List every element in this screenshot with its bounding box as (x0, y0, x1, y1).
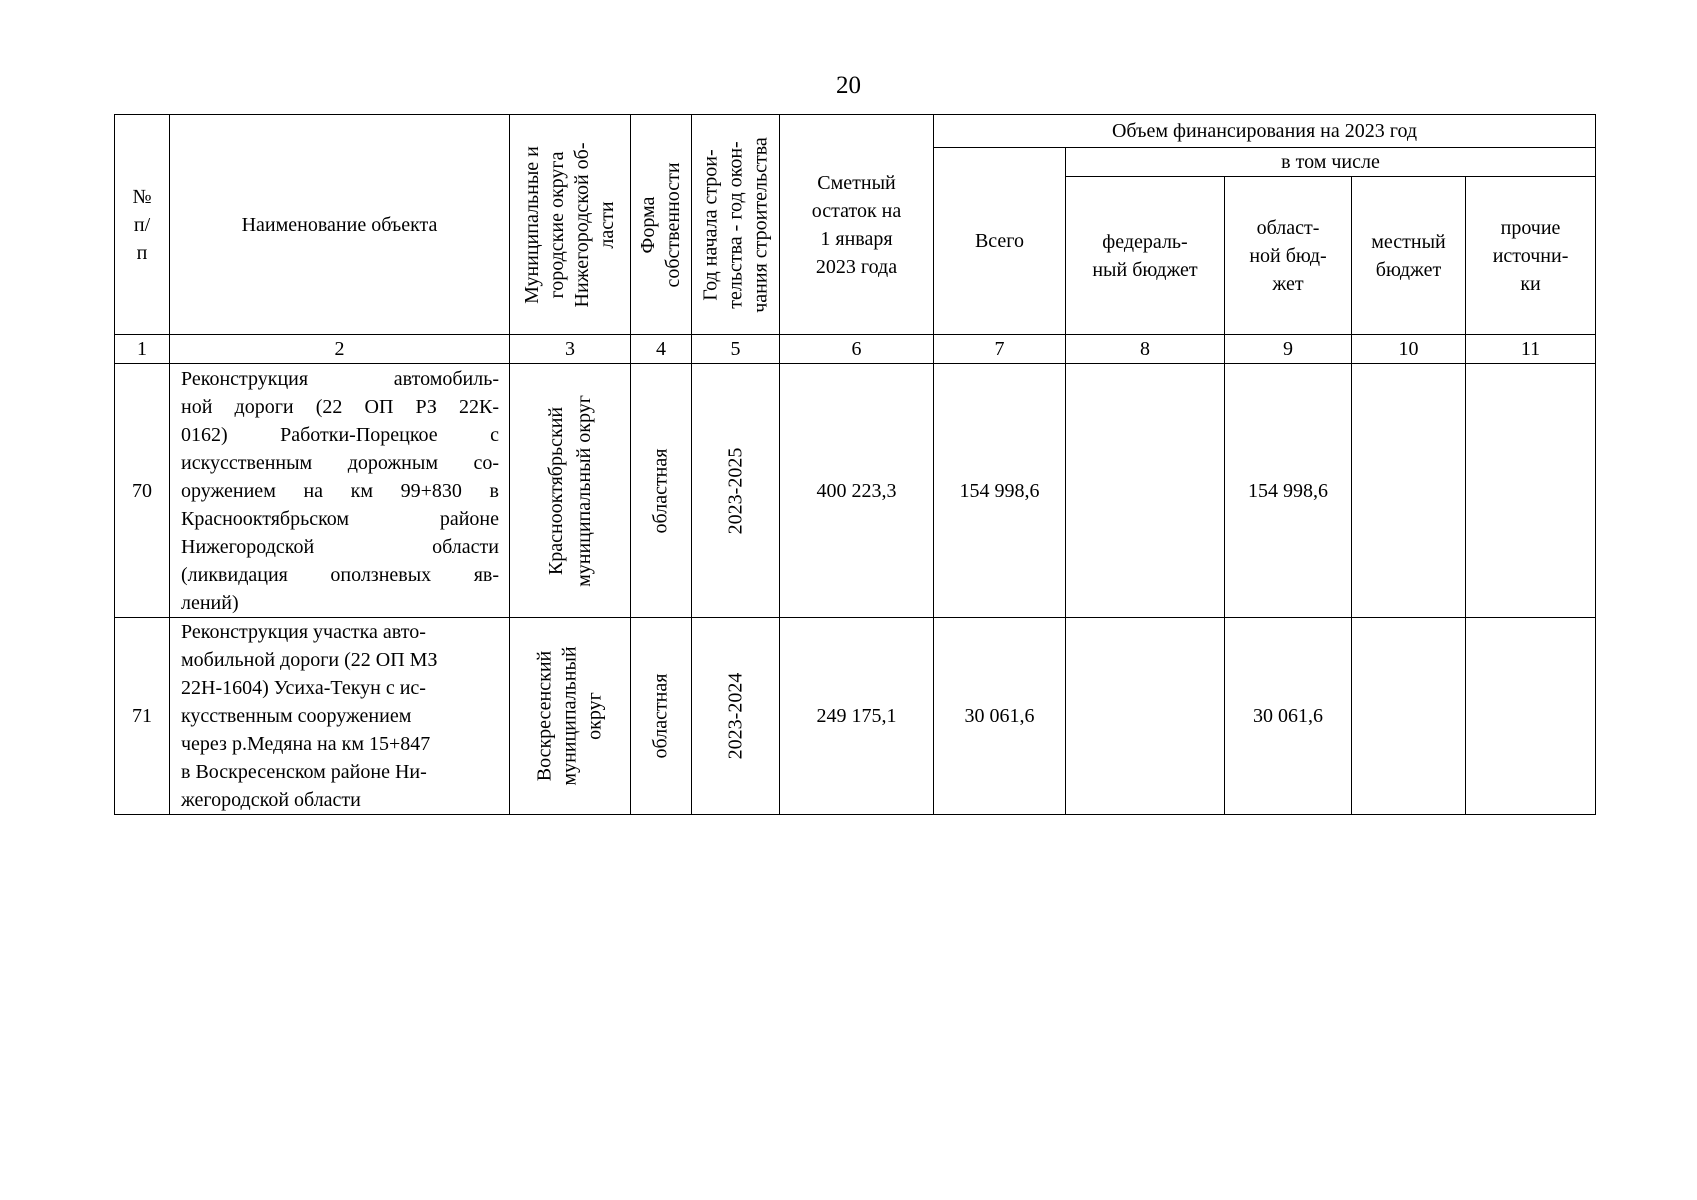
column-numbers-row (115, 335, 1596, 364)
column-number: 10 (1352, 335, 1466, 364)
column-number: 5 (692, 335, 780, 364)
construction-years: 2023-2025 (692, 364, 780, 618)
header-municipal-districts: Муниципальные и городские округа Нижегородской об- ласти (510, 115, 631, 335)
header-num: № п/ п (115, 115, 170, 335)
header-regional-budget: област- ной бюд- жет (1225, 177, 1352, 335)
column-number: 6 (780, 335, 934, 364)
header-estimated-balance: Сметный остаток на 1 января 2023 года (780, 115, 934, 335)
column-number: 7 (934, 335, 1066, 364)
header-local-budget: местный бюджет (1352, 177, 1466, 335)
header-construction-years: Год начала строи- тельства - год окон- чания строительства (692, 115, 780, 335)
local-budget (1352, 618, 1466, 815)
header-including: в том числе (1066, 148, 1596, 177)
table-row (115, 618, 1596, 815)
construction-years: 2023-2024 (692, 618, 780, 815)
header-object-name: Наименование объекта (170, 115, 510, 335)
municipal-district: Краснооктябрьский муниципальный округ (510, 364, 631, 618)
estimated-balance: 400 223,3 (780, 364, 934, 618)
column-number: 1 (115, 335, 170, 364)
row-number: 70 (115, 364, 170, 618)
municipal-district: Воскресенский муниципальный округ (510, 618, 631, 815)
column-number: 11 (1466, 335, 1596, 364)
ownership-form: областная (631, 618, 692, 815)
regional-budget: 154 998,6 (1225, 364, 1352, 618)
federal-budget (1066, 618, 1225, 815)
object-name: Реконструкция участка авто- мобильной дороги (22 ОП МЗ 22Н-1604) Усиха-Текун с ис- кусственным сооружением через р.Медяна на км 15+847 в Воскресенском районе Ни- жегородской области (170, 618, 510, 815)
estimated-balance: 249 175,1 (780, 618, 934, 815)
other-sources (1466, 364, 1596, 618)
column-number: 8 (1066, 335, 1225, 364)
funding-total: 30 061,6 (934, 618, 1066, 815)
row-number: 71 (115, 618, 170, 815)
local-budget (1352, 364, 1466, 618)
financing-table (114, 114, 1596, 815)
regional-budget: 30 061,6 (1225, 618, 1352, 815)
header-total: Всего (934, 148, 1066, 335)
federal-budget (1066, 364, 1225, 618)
column-number: 4 (631, 335, 692, 364)
column-number: 9 (1225, 335, 1352, 364)
header-federal-budget: федераль- ный бюджет (1066, 177, 1225, 335)
ownership-form: областная (631, 364, 692, 618)
funding-total: 154 998,6 (934, 364, 1066, 618)
other-sources (1466, 618, 1596, 815)
column-number: 3 (510, 335, 631, 364)
page-number: 20 (836, 72, 861, 99)
object-name: Реконструкция автомобиль- ной дороги (22 ОП РЗ 22К- 0162) Работки-Порецкое с искусственным дорожным со- оружением на км 99+830 в Краснооктябрьском районе Нижегородской области (ликвидация оползневых яв- лений) (170, 364, 510, 618)
header-other-sources: прочие источни- ки (1466, 177, 1596, 335)
header-funding-title: Объем финансирования на 2023 год (934, 115, 1596, 148)
header-ownership-form: Форма собственности (631, 115, 692, 335)
table-row (115, 364, 1596, 618)
column-number: 2 (170, 335, 510, 364)
